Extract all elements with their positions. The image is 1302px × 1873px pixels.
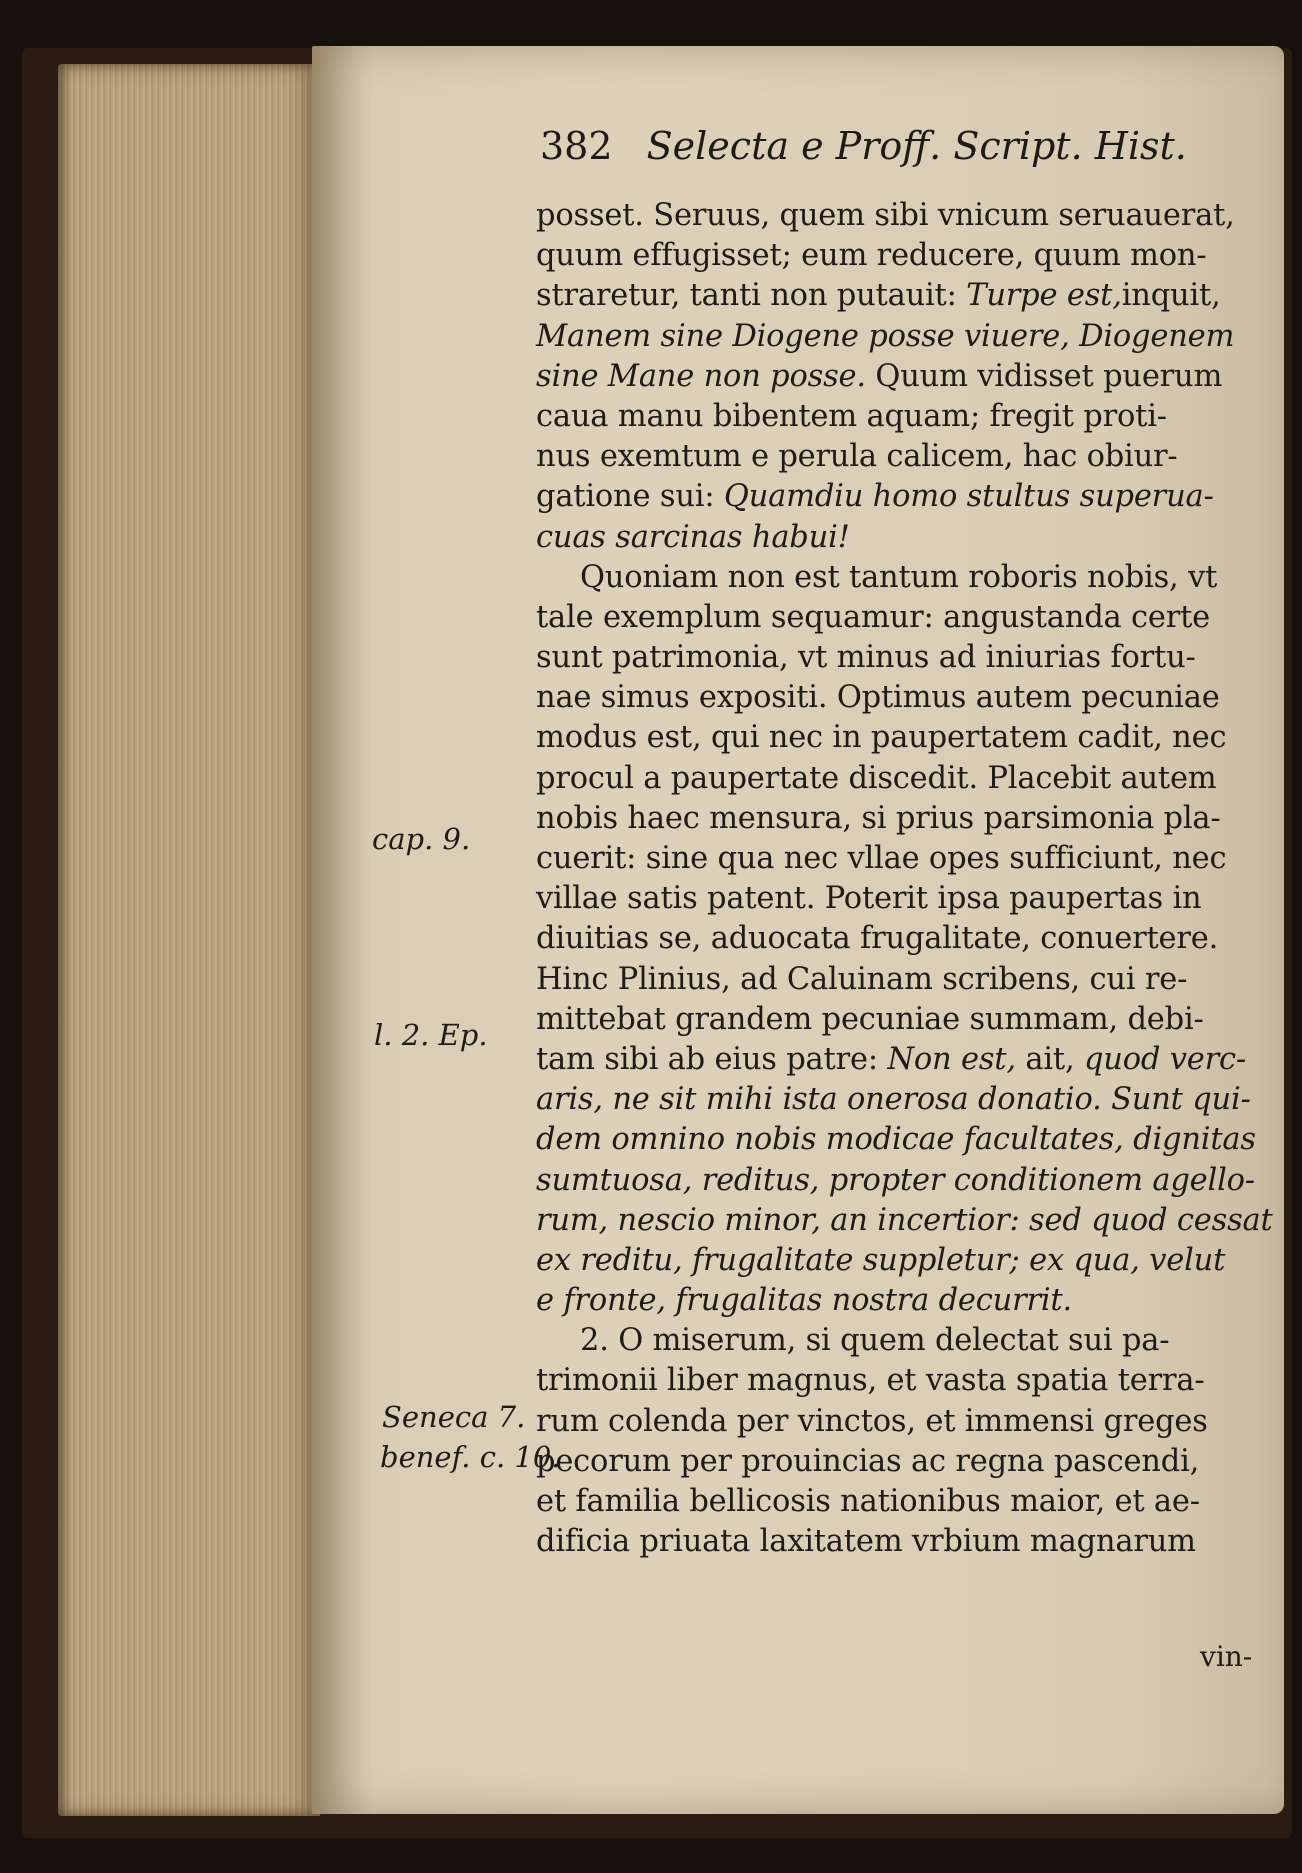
text-segment: nus exemtum e perula calicem, hac obiur- <box>536 439 1178 475</box>
text-line <box>536 357 1256 397</box>
page-number: 382 <box>540 124 613 168</box>
running-title: Selecta e Proff. Script. Hist. <box>646 124 1187 168</box>
text-segment: gatione sui: <box>536 479 724 515</box>
text-line <box>536 759 1256 799</box>
text-line <box>536 236 1256 276</box>
italic-segment: quod verc- <box>1083 1041 1246 1077</box>
text-segment: Hinc Plinius, ad Caluinam scribens, cui re- <box>536 961 1188 997</box>
text-line <box>536 678 1256 718</box>
catchword: vin- <box>1200 1640 1253 1673</box>
text-segment: rum colenda per vinctos, et immensi greges <box>536 1403 1208 1439</box>
text-segment: et familia bellicosis nationibus maior, et ae- <box>536 1484 1200 1519</box>
text-segment: caua manu bibentem aquam; fregit proti- <box>536 398 1167 434</box>
italic-segment: aris, ne sit mihi ista onerosa donatio. Sunt qui- <box>536 1082 1251 1118</box>
text-line <box>536 919 1256 959</box>
text-segment: procul a paupertate discedit. Placebit autem <box>536 760 1217 796</box>
italic-segment: Quamdiu homo stultus superua- <box>723 479 1214 515</box>
text-line <box>536 839 1256 879</box>
text-segment: straretur, tanti non putauit: <box>536 278 967 314</box>
text-segment: trimonii liber magnus, et vasta spatia terra- <box>536 1363 1205 1399</box>
italic-segment: Manem sine Diogene posse viuere, Diogenem <box>536 318 1235 354</box>
text-line <box>536 1000 1256 1040</box>
text-line <box>536 196 1256 236</box>
italic-segment: Non est, <box>887 1041 1016 1077</box>
text-segment: 2. O miserum, si quem delectat sui pa- <box>580 1323 1170 1359</box>
text-line <box>536 1321 1256 1361</box>
text-segment: pecorum per prouincias ac regna pascendi, <box>536 1443 1200 1479</box>
body-text <box>536 196 1273 1562</box>
italic-segment: rum, nescio minor, an incertior: sed quod cessat <box>536 1202 1273 1238</box>
italic-segment: dem omnino nobis modicae facultates, dignitas <box>536 1122 1256 1158</box>
italic-segment: sumtuosa, reditus, propter conditionem agello- <box>536 1162 1255 1198</box>
text-line <box>536 1281 1256 1321</box>
text-segment: diuitias se, aduocata frugalitate, conuertere. <box>536 921 1219 957</box>
italic-segment: e fronte, frugalitas nostra decurrit. <box>536 1283 1072 1319</box>
margin-note-cap: cap. 9. <box>372 822 471 856</box>
text-segment: posset. Seruus, quem sibi vnicum seruauerat, <box>536 198 1235 233</box>
text-line <box>536 518 1256 558</box>
margin-note-epistle: l. 2. Ep. <box>374 1018 488 1052</box>
text-line <box>536 437 1256 477</box>
italic-segment: Turpe est, <box>966 278 1122 314</box>
margin-note-seneca: Seneca 7. <box>382 1400 526 1434</box>
running-head <box>540 124 1240 184</box>
text-line <box>536 276 1256 316</box>
text-line <box>536 1522 1256 1562</box>
text-line <box>536 1442 1256 1482</box>
text-segment: cuerit: sine qua nec vllae opes sufficiunt, nec <box>536 841 1227 876</box>
italic-segment: ex reditu, frugalitate suppletur; ex qua, velut <box>536 1242 1226 1278</box>
text-segment: modus est, qui nec in paupertatem cadit, nec <box>536 720 1227 756</box>
text-segment: Quoniam non est tantum roboris nobis, vt <box>580 559 1218 595</box>
text-line <box>536 1482 1256 1522</box>
text-segment: nae simus expositi. Optimus autem pecuniae <box>536 680 1220 716</box>
text-line <box>536 879 1256 919</box>
text-line <box>536 1040 1256 1080</box>
text-line <box>536 1161 1256 1201</box>
text-line <box>536 397 1256 437</box>
text-segment: ait, <box>1015 1041 1084 1077</box>
text-line <box>536 718 1256 758</box>
italic-segment: cuas sarcinas habui! <box>536 519 850 555</box>
text-line <box>536 1361 1256 1401</box>
text-segment: dificia priuata laxitatem vrbium magnarum <box>536 1524 1196 1560</box>
text-line <box>536 960 1256 1000</box>
italic-segment: sine Mane non posse. <box>536 358 866 394</box>
text-line <box>536 1120 1256 1160</box>
text-line <box>536 1241 1256 1281</box>
text-line <box>536 799 1256 839</box>
text-segment: Quum vidisset puerum <box>865 358 1223 394</box>
text-segment: nobis haec mensura, si prius parsimonia pla- <box>536 800 1221 836</box>
text-segment: mittebat grandem pecuniae summam, debi- <box>536 1001 1204 1037</box>
margin-note-benef: benef. c. 10. <box>380 1440 561 1474</box>
text-segment: quum effugisset; eum reducere, quum mon- <box>536 238 1207 274</box>
text-line <box>536 598 1256 638</box>
text-line <box>536 638 1256 678</box>
text-line <box>536 1402 1256 1442</box>
text-segment: tale exemplum sequamur: angustanda certe <box>536 599 1211 635</box>
text-segment: tam sibi ab eius patre: <box>536 1041 888 1077</box>
text-line <box>536 1080 1256 1120</box>
text-line <box>536 1201 1273 1241</box>
text-line <box>536 558 1256 598</box>
text-segment: sunt patrimonia, vt minus ad iniurias fortu- <box>536 640 1196 676</box>
text-segment: inquit, <box>1121 278 1221 314</box>
text-segment: villae satis patent. Poterit ipsa paupertas in <box>536 881 1202 917</box>
page-edges <box>58 64 320 1816</box>
text-line <box>536 317 1256 357</box>
text-line <box>536 477 1256 517</box>
